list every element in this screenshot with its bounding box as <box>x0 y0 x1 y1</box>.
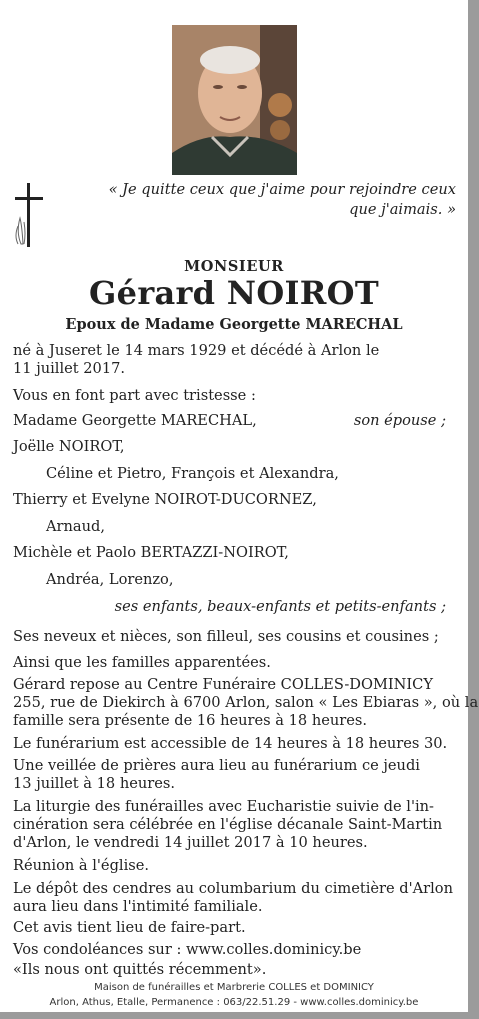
deceased-name: Gérard NOIROT <box>89 274 379 312</box>
rest-line-3: famille sera présente de 16 heures à 18 heures. <box>13 712 368 729</box>
birth-line-1: né à Juseret le 14 mars 1929 et décédé à Arlon le <box>13 342 380 359</box>
vigil-line-2: 13 juillet à 18 heures. <box>13 775 175 792</box>
spouse-name: Madame Georgette MARECHAL, <box>13 412 257 429</box>
family-row: Michèle et Paolo BERTAZZI-NOIROT, <box>13 544 289 561</box>
family-row: Thierry et Evelyne NOIROT-DUCORNEZ, <box>13 491 317 508</box>
others-line: Ses neveux et nièces, son filleul, ses cousins et cousines ; <box>13 628 439 645</box>
access-line: Le funérarium est accessible de 14 heures à 18 heures 30. <box>13 735 448 752</box>
quote: « Je quitte ceux que j'aime pour rejoindre ceux que j'aimais. » <box>108 181 456 218</box>
birth-line-2: 11 juillet 2017. <box>13 360 126 377</box>
portrait-photo <box>172 25 297 175</box>
intro-line: Vous en font part avec tristesse : <box>13 387 256 404</box>
spouse-heading: Epoux de Madame Georgette MARECHAL <box>65 316 403 333</box>
vigil-line-1: Une veillée de prières aura lieu au funérarium ce jeudi <box>13 757 420 774</box>
footer-contact: Arlon, Athus, Etalle, Permanence : 063/22.51.29 - www.colles.dominicy.be <box>49 997 419 1008</box>
closing-line: «Ils nous ont quittés récemment». <box>13 961 267 978</box>
liturgy-line-2: cinération sera célébrée en l'église décanale Saint-Martin <box>13 816 443 833</box>
condolences-line: Vos condoléances sur : www.colles.dominicy.be <box>13 941 362 958</box>
spouse-role: son épouse ; <box>353 412 446 429</box>
rest-line-2: 255, rue de Diekirch à 6700 Arlon, salon « Les Ebiaras », où la <box>13 694 479 711</box>
rest-line-1: Gérard repose au Centre Funéraire COLLES-DOMINICY <box>13 676 433 693</box>
family-row: Céline et Pietro, François et Alexandra, <box>46 465 339 482</box>
notice-line: Cet avis tient lieu de faire-part. <box>13 919 246 936</box>
portrait-image <box>172 25 297 175</box>
family-role: ses enfants, beaux-enfants et petits-enfants ; <box>114 598 446 615</box>
ashes-line-1: Le dépôt des cendres au columbarium du cimetière d'Arlon <box>13 880 453 897</box>
honorific: MONSIEUR <box>184 258 284 275</box>
family-row: Joëlle NOIROT, <box>13 438 125 455</box>
families-line: Ainsi que les familles apparentées. <box>13 654 271 671</box>
meeting-line: Réunion à l'église. <box>13 857 150 874</box>
family-row: Andréa, Lorenzo, <box>46 571 174 588</box>
family-spouse-row <box>13 412 458 431</box>
liturgy-line-3: d'Arlon, le vendredi 14 juillet 2017 à 10 heures. <box>13 834 368 851</box>
cross-icon <box>12 182 48 248</box>
family-row: Arnaud, <box>46 518 105 535</box>
liturgy-line-1: La liturgie des funérailles avec Eucharistie suivie de l'in- <box>13 798 434 815</box>
footer-company: Maison de funérailles et Marbrerie COLLES et DOMINICY <box>94 982 374 993</box>
ashes-line-2: aura lieu dans l'intimité familiale. <box>13 898 263 915</box>
